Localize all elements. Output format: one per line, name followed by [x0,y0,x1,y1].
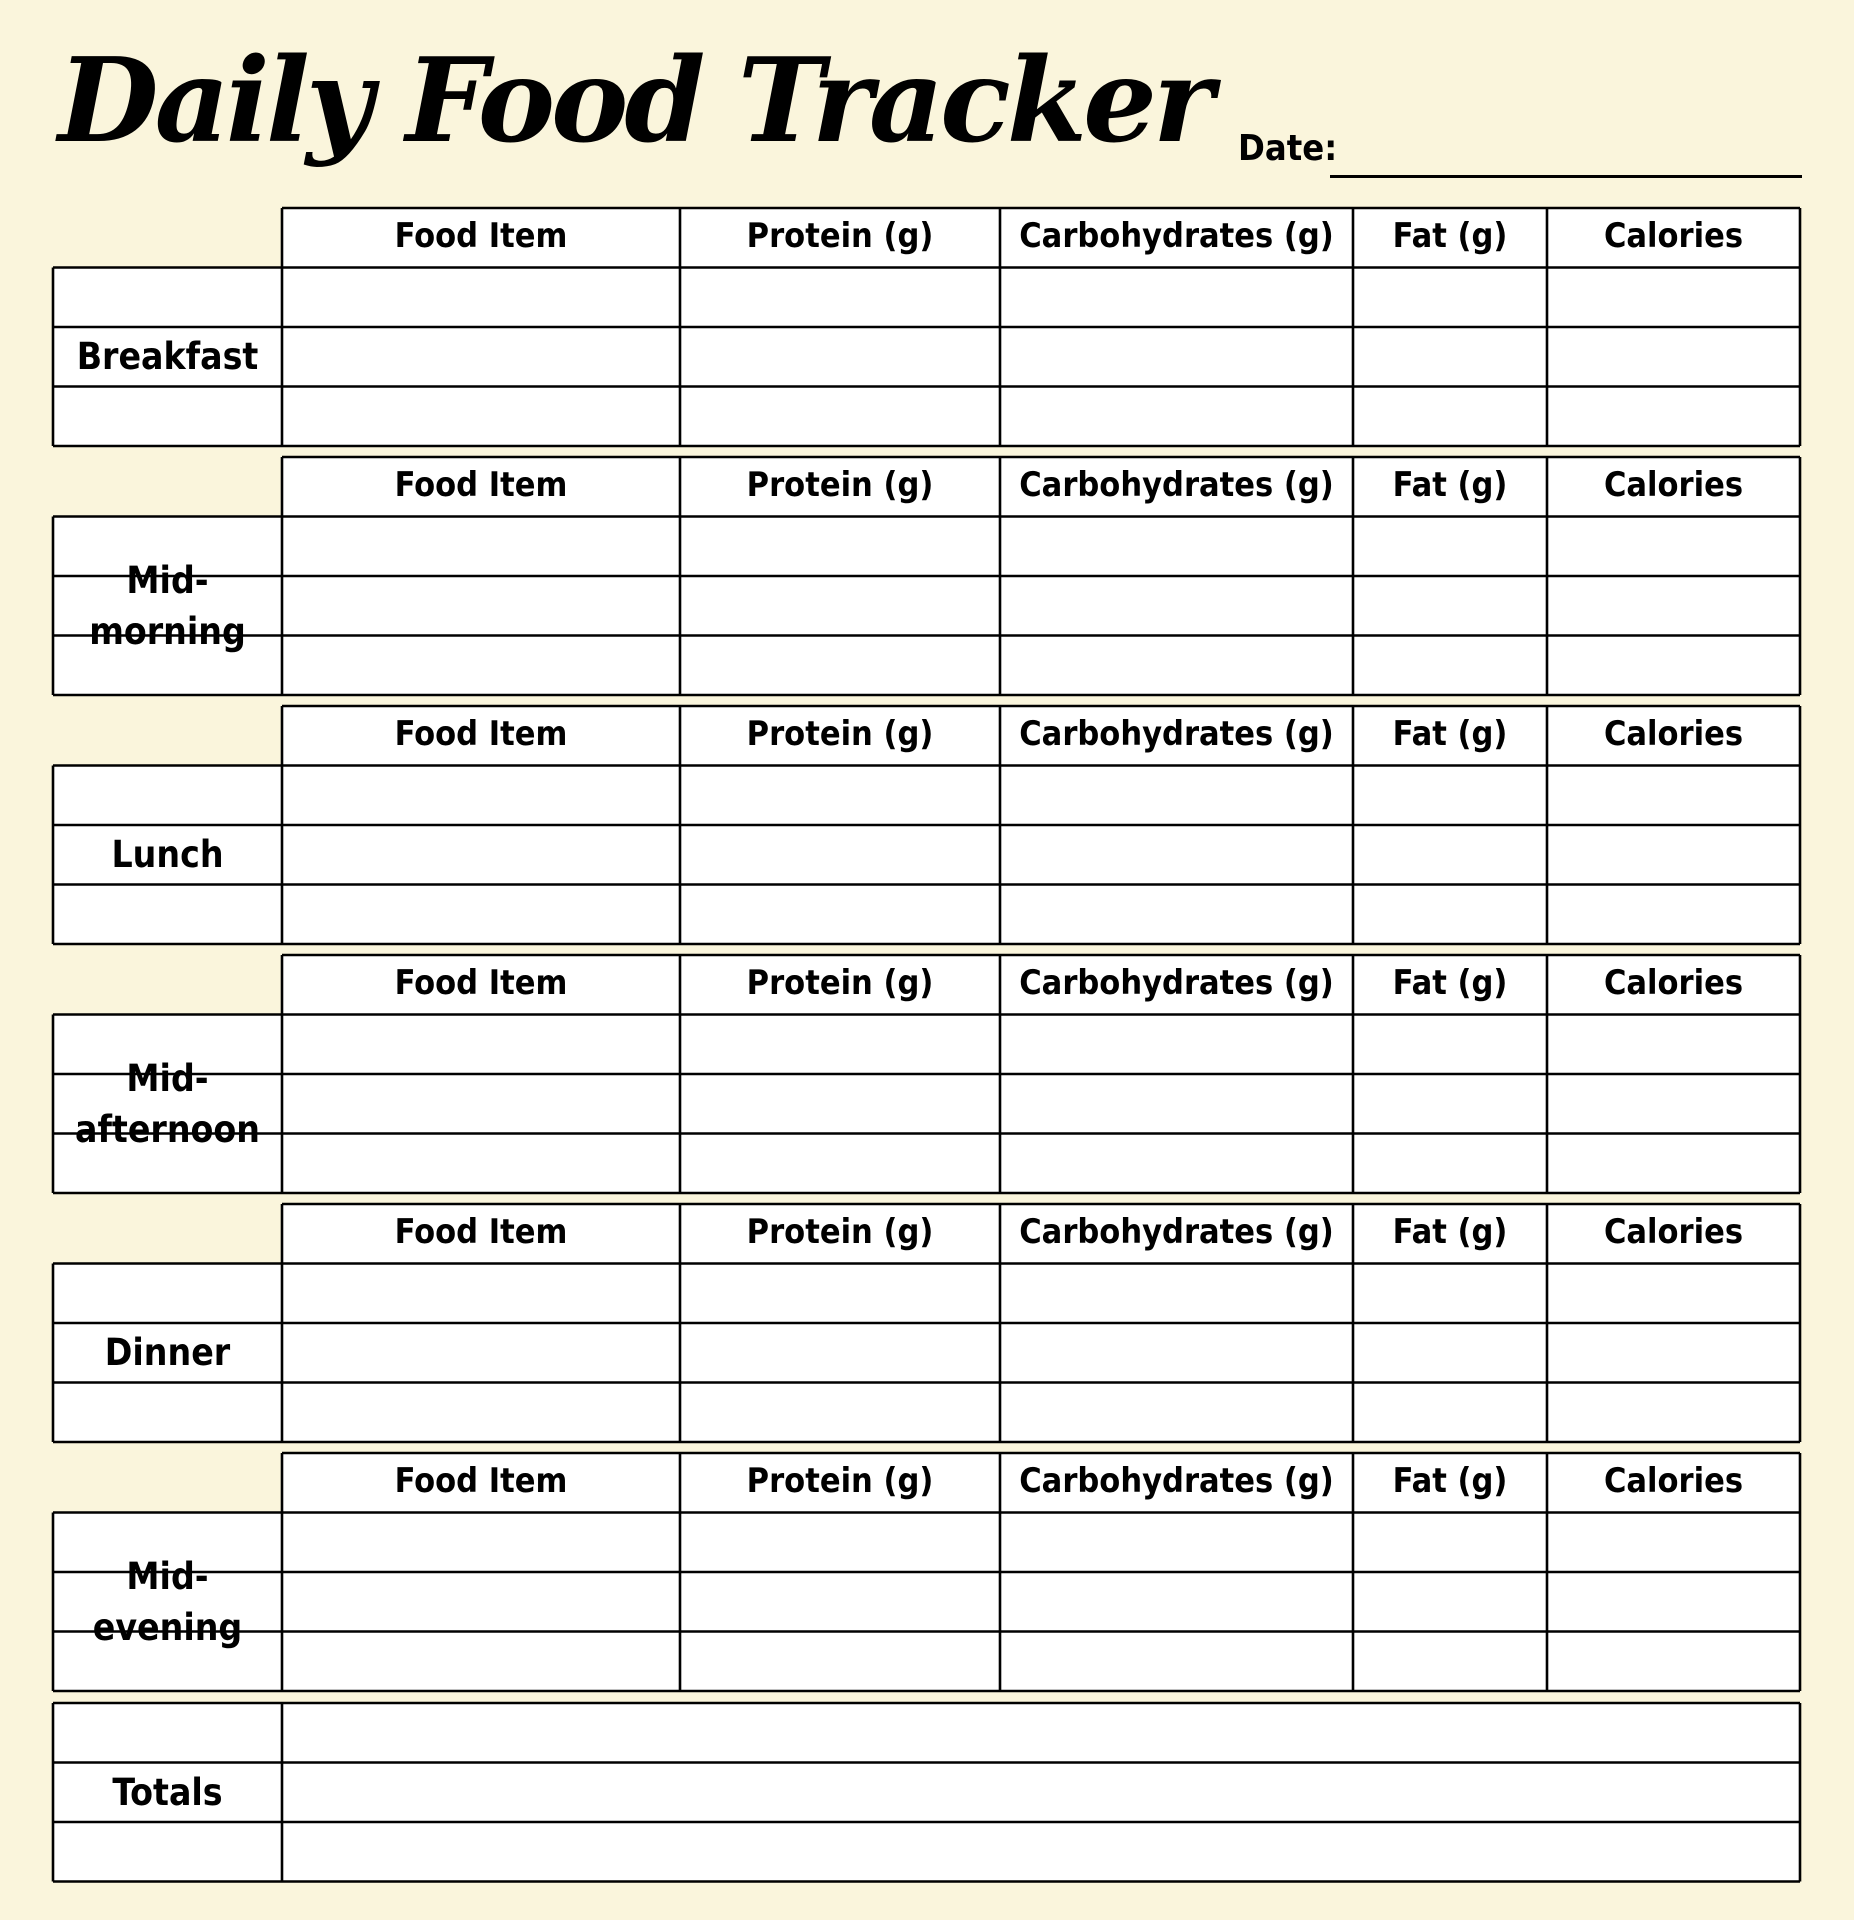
entry-cell[interactable] [1547,327,1800,387]
entry-cell[interactable] [1547,1383,1800,1443]
totals-entry-row[interactable] [282,1703,1800,1763]
entry-cell[interactable] [680,268,1000,328]
column-header: Calories [1603,464,1744,505]
entry-cell[interactable] [1353,1383,1547,1443]
entry-cell[interactable] [1353,576,1547,636]
entry-cell[interactable] [282,1572,680,1632]
column-header: Calories [1603,1460,1744,1501]
column-header: Protein (g) [746,464,934,505]
column-header: Fat (g) [1392,1460,1508,1501]
entry-cell[interactable] [1547,517,1800,577]
meal-label: Mid- morning [89,558,246,653]
entry-cell[interactable] [1547,636,1800,696]
meal-label: Mid- evening [92,1554,243,1649]
entry-cell[interactable] [1547,1264,1800,1324]
totals-entry-row[interactable] [282,1822,1800,1882]
entry-cell[interactable] [680,1323,1000,1383]
entry-cell[interactable] [1000,1264,1353,1324]
entry-cell[interactable] [1547,825,1800,885]
column-header: Protein (g) [746,1211,934,1252]
column-header: Fat (g) [1392,713,1508,754]
entry-cell[interactable] [282,766,680,826]
entry-cell[interactable] [1547,1015,1800,1075]
entry-cell[interactable] [1353,766,1547,826]
meal-label: Lunch [111,833,224,877]
column-header: Calories [1603,962,1744,1003]
entry-cell[interactable] [1000,1513,1353,1573]
entry-cell[interactable] [1353,1572,1547,1632]
column-header: Carbohydrates (g) [1019,962,1334,1003]
entry-cell[interactable] [1000,1074,1353,1134]
column-header: Food Item [394,464,568,505]
entry-cell[interactable] [1547,1572,1800,1632]
column-header: Calories [1603,215,1744,256]
entry-cell[interactable] [1353,1513,1547,1573]
entry-cell[interactable] [680,1134,1000,1194]
entry-cell[interactable] [1000,885,1353,945]
entry-cell[interactable] [680,1513,1000,1573]
entry-cell[interactable] [1000,576,1353,636]
column-header: Fat (g) [1392,464,1508,505]
entry-cell[interactable] [1000,1134,1353,1194]
column-header: Fat (g) [1392,215,1508,256]
totals-entry-row[interactable] [282,1763,1800,1823]
entry-cell[interactable] [1353,1134,1547,1194]
entry-cell[interactable] [282,885,680,945]
entry-cell[interactable] [680,387,1000,447]
entry-cell[interactable] [1547,1074,1800,1134]
column-header: Food Item [394,962,568,1003]
entry-cell[interactable] [1353,268,1547,328]
entry-cell[interactable] [680,1632,1000,1692]
entry-cell[interactable] [282,576,680,636]
entry-cell[interactable] [1353,1632,1547,1692]
meal-label: Mid- afternoon [75,1056,260,1151]
entry-cell[interactable] [1000,1383,1353,1443]
column-header: Protein (g) [746,713,934,754]
column-header: Carbohydrates (g) [1019,464,1334,505]
entry-cell[interactable] [1353,1074,1547,1134]
entry-cell[interactable] [680,766,1000,826]
entry-cell[interactable] [1353,885,1547,945]
entry-cell[interactable] [1547,268,1800,328]
column-header: Protein (g) [746,962,934,1003]
entry-cell[interactable] [680,1383,1000,1443]
column-header: Calories [1603,713,1744,754]
entry-cell[interactable] [282,268,680,328]
entry-cell[interactable] [282,1134,680,1194]
entry-cell[interactable] [282,825,680,885]
entry-cell[interactable] [680,517,1000,577]
entry-cell[interactable] [680,825,1000,885]
column-header: Food Item [394,713,568,754]
entry-cell[interactable] [1353,825,1547,885]
entry-cell[interactable] [1000,1632,1353,1692]
entry-cell[interactable] [680,1572,1000,1632]
meal-label: Breakfast [76,335,259,379]
column-header: Fat (g) [1392,962,1508,1003]
entry-cell[interactable] [1353,517,1547,577]
column-header: Food Item [394,1460,568,1501]
entry-cell[interactable] [1353,1264,1547,1324]
column-header: Protein (g) [746,1460,934,1501]
totals-label: Totals [112,1770,223,1814]
entry-cell[interactable] [1353,636,1547,696]
meal-label: Dinner [104,1331,231,1375]
column-header: Fat (g) [1392,1211,1508,1252]
entry-cell[interactable] [282,517,680,577]
column-header: Carbohydrates (g) [1019,215,1334,256]
entry-cell[interactable] [1547,885,1800,945]
column-header: Food Item [394,1211,568,1252]
entry-cell[interactable] [1547,1513,1800,1573]
entry-cell[interactable] [1000,1323,1353,1383]
entry-cell[interactable] [1353,1015,1547,1075]
entry-cell[interactable] [680,1015,1000,1075]
entry-cell[interactable] [282,387,680,447]
entry-cell[interactable] [1000,268,1353,328]
entry-cell[interactable] [282,1632,680,1692]
column-header: Carbohydrates (g) [1019,713,1334,754]
entry-cell[interactable] [1353,327,1547,387]
date-label: Date: [1238,128,1338,169]
column-header: Calories [1603,1211,1744,1252]
entry-cell[interactable] [1000,517,1353,577]
entry-cell[interactable] [282,1513,680,1573]
entry-cell[interactable] [680,327,1000,387]
entry-cell[interactable] [282,1323,680,1383]
entry-cell[interactable] [1000,387,1353,447]
entry-cell[interactable] [1547,1323,1800,1383]
entry-cell[interactable] [282,1383,680,1443]
entry-cell[interactable] [1353,1323,1547,1383]
entry-cell[interactable] [1547,387,1800,447]
entry-cell[interactable] [1000,636,1353,696]
entry-cell[interactable] [282,327,680,387]
entry-cell[interactable] [1547,766,1800,826]
entry-cell[interactable] [1000,327,1353,387]
column-header: Food Item [394,215,568,256]
column-header: Carbohydrates (g) [1019,1211,1334,1252]
entry-cell[interactable] [282,1015,680,1075]
entry-cell[interactable] [1000,825,1353,885]
column-header: Carbohydrates (g) [1019,1460,1334,1501]
entry-cell[interactable] [1000,1572,1353,1632]
entry-cell[interactable] [680,1074,1000,1134]
entry-cell[interactable] [282,636,680,696]
entry-cell[interactable] [1000,766,1353,826]
entry-cell[interactable] [282,1074,680,1134]
entry-cell[interactable] [282,1264,680,1324]
entry-cell[interactable] [1000,1015,1353,1075]
entry-cell[interactable] [680,576,1000,636]
entry-cell[interactable] [1547,1632,1800,1692]
entry-cell[interactable] [680,1264,1000,1324]
entry-cell[interactable] [680,636,1000,696]
entry-cell[interactable] [1353,387,1547,447]
column-header: Protein (g) [746,215,934,256]
entry-cell[interactable] [1547,1134,1800,1194]
page-title: Daily Food Tracker [58,33,1211,169]
entry-cell[interactable] [1547,576,1800,636]
entry-cell[interactable] [680,885,1000,945]
